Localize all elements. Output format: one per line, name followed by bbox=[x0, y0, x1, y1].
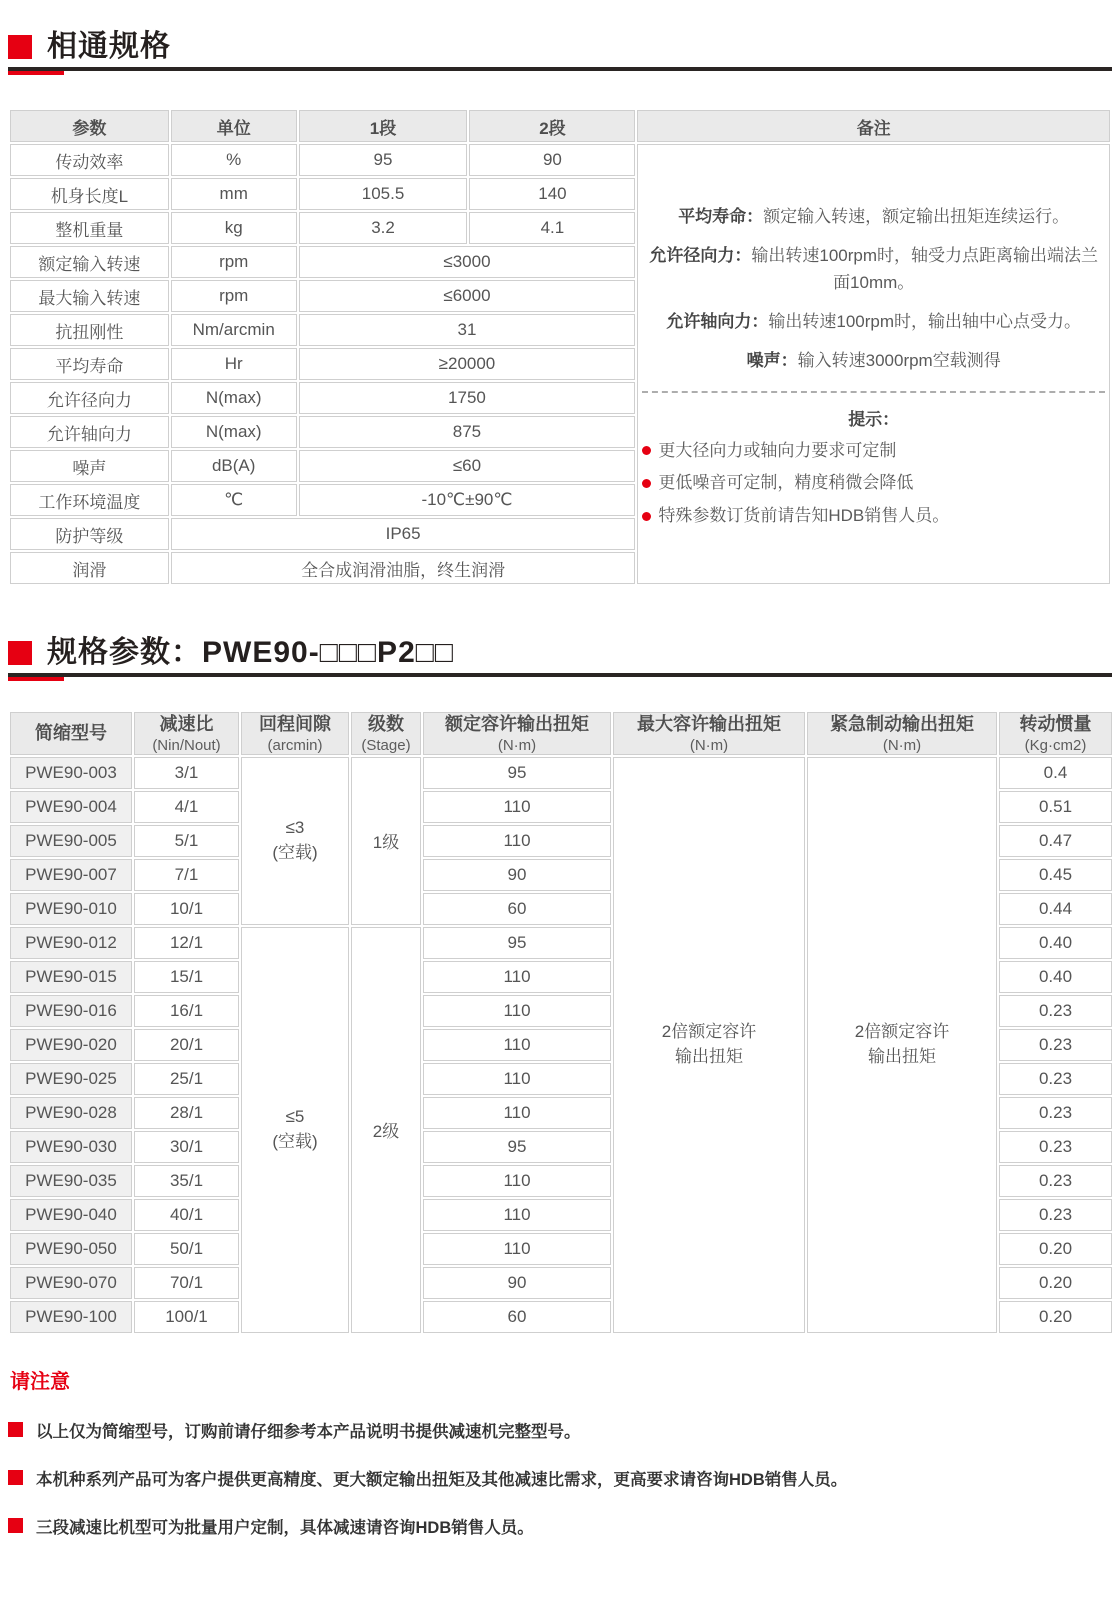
model-code: PWE90-012 bbox=[10, 927, 132, 959]
tip-text: 特殊参数订货前请告知HDB销售人员。 bbox=[658, 506, 950, 526]
model-section-title-bar bbox=[8, 636, 1112, 669]
model-column-header bbox=[10, 712, 132, 755]
spec-unit: N(max) bbox=[171, 416, 297, 448]
brake-torque-line: 输出扭矩 bbox=[868, 1046, 936, 1066]
spec-param-label: 平均寿命 bbox=[10, 348, 169, 380]
model-column-header bbox=[423, 712, 611, 755]
spec-unit: % bbox=[171, 144, 297, 176]
spec-value-stage2: 90 bbox=[469, 144, 635, 176]
title-rule-black-line bbox=[8, 673, 1112, 677]
model-code: PWE90-025 bbox=[10, 1063, 132, 1095]
model-row bbox=[10, 757, 1112, 789]
model-column-header bbox=[351, 712, 421, 755]
remark-body: 额定输入转速，额定输出扭矩连续运行。 bbox=[763, 206, 1070, 226]
spec-value: ≤6000 bbox=[299, 280, 636, 312]
remark-head: 噪声： bbox=[746, 351, 798, 371]
spec-unit: kg bbox=[171, 212, 297, 244]
model-code: PWE90-015 bbox=[10, 961, 132, 993]
notice-item bbox=[8, 1514, 1112, 1538]
model-table-body bbox=[10, 757, 1112, 1333]
tip-item bbox=[642, 504, 1105, 528]
spec-value-stage1: 3.2 bbox=[299, 212, 468, 244]
common-spec-table bbox=[8, 108, 1112, 586]
spec-unit: Nm/arcmin bbox=[171, 314, 297, 346]
model-column-unit: (Nin/Nout) bbox=[152, 736, 221, 754]
remark-body: 输入转速3000rpm空载测得 bbox=[797, 351, 1001, 371]
spec-param-label: 机身长度L bbox=[10, 178, 169, 210]
model-spec-section bbox=[8, 636, 1112, 1335]
title-rule bbox=[8, 67, 1112, 76]
moment-of-inertia: 0.23 bbox=[999, 1063, 1112, 1095]
model-code: PWE90-028 bbox=[10, 1097, 132, 1129]
spec-value: 875 bbox=[299, 416, 636, 448]
reduction-ratio: 7/1 bbox=[134, 859, 239, 891]
red-dot-icon bbox=[642, 512, 651, 521]
spec-unit: mm bbox=[171, 178, 297, 210]
dashed-divider bbox=[642, 391, 1105, 393]
model-column-unit: (Stage) bbox=[361, 736, 411, 754]
common-section-title-bar bbox=[8, 30, 1112, 63]
tip-text: 更大径向力或轴向力要求可定制 bbox=[658, 440, 897, 460]
stage-cell: 1级 bbox=[351, 757, 421, 925]
brake-output-torque-cell bbox=[807, 757, 997, 1333]
backlash-line: (空载) bbox=[272, 842, 318, 862]
model-table bbox=[8, 710, 1114, 1335]
spec-value: 1750 bbox=[299, 382, 636, 414]
spec-param-label: 润滑 bbox=[10, 552, 169, 584]
spec-unit: rpm bbox=[171, 280, 297, 312]
model-column-title: 回程间隙 bbox=[259, 714, 331, 734]
model-code: PWE90-070 bbox=[10, 1267, 132, 1299]
rated-output-torque: 60 bbox=[423, 893, 611, 925]
common-spec-section bbox=[8, 30, 1112, 586]
rated-output-torque: 90 bbox=[423, 1267, 611, 1299]
remark-head: 允许径向力： bbox=[649, 246, 752, 266]
reduction-ratio: 40/1 bbox=[134, 1199, 239, 1231]
tip-item bbox=[642, 471, 1105, 495]
moment-of-inertia: 0.23 bbox=[999, 1199, 1112, 1231]
remark-head: 平均寿命： bbox=[678, 206, 764, 226]
spec-value: ≤3000 bbox=[299, 246, 636, 278]
model-column-title: 减速比 bbox=[159, 714, 214, 734]
model-column-header bbox=[241, 712, 349, 755]
model-column-title: 转动惯量 bbox=[1019, 714, 1092, 734]
model-column-header bbox=[613, 712, 805, 755]
remark-body: 输出转速100rpm时，轴受力点距离输出端法兰面10mm。 bbox=[751, 246, 1098, 292]
spec-param-label: 最大输入转速 bbox=[10, 280, 169, 312]
spec-param-label: 噪声 bbox=[10, 450, 169, 482]
red-square-bullet-icon bbox=[8, 35, 32, 59]
moment-of-inertia: 0.20 bbox=[999, 1233, 1112, 1265]
model-column-unit: (N·m) bbox=[882, 736, 922, 754]
notice-list bbox=[8, 1418, 1112, 1538]
moment-of-inertia: 0.40 bbox=[999, 961, 1112, 993]
rated-output-torque: 95 bbox=[423, 1131, 611, 1163]
spec-value-stage1: 95 bbox=[299, 144, 468, 176]
rated-output-torque: 110 bbox=[423, 1063, 611, 1095]
reduction-ratio: 4/1 bbox=[134, 791, 239, 823]
max-torque-line: 2倍额定容许 bbox=[661, 1021, 757, 1041]
spec-unit: Hr bbox=[171, 348, 297, 380]
moment-of-inertia: 0.4 bbox=[999, 757, 1112, 789]
reduction-ratio: 28/1 bbox=[134, 1097, 239, 1129]
model-code: PWE90-005 bbox=[10, 825, 132, 857]
spec-unit: ℃ bbox=[171, 484, 297, 516]
red-square-bullet-icon bbox=[8, 641, 32, 665]
rated-output-torque: 60 bbox=[423, 1301, 611, 1333]
remarks-cell bbox=[637, 144, 1110, 584]
model-column-title: 简缩型号 bbox=[35, 723, 107, 743]
moment-of-inertia: 0.45 bbox=[999, 859, 1112, 891]
remark-body: 输出转速100rpm时，输出轴中心点受力。 bbox=[768, 311, 1081, 331]
title-rule-red-segment bbox=[8, 71, 64, 75]
spec-unit: rpm bbox=[171, 246, 297, 278]
model-column-header bbox=[807, 712, 997, 755]
spec-value: ≥20000 bbox=[299, 348, 636, 380]
common-section-title: 相通规格 bbox=[47, 30, 171, 63]
model-column-unit: (Kg·cm2) bbox=[1024, 736, 1087, 754]
model-code: PWE90-050 bbox=[10, 1233, 132, 1265]
reduction-ratio: 50/1 bbox=[134, 1233, 239, 1265]
model-header-row bbox=[10, 712, 1112, 755]
spec-header-row bbox=[10, 110, 1110, 142]
reduction-ratio: 3/1 bbox=[134, 757, 239, 789]
spec-unit: N(max) bbox=[171, 382, 297, 414]
model-code: PWE90-100 bbox=[10, 1301, 132, 1333]
remark-paragraph bbox=[642, 309, 1105, 335]
spec-value: -10℃±90℃ bbox=[299, 484, 636, 516]
title-rule-black-line bbox=[8, 67, 1112, 71]
model-code: PWE90-030 bbox=[10, 1131, 132, 1163]
reduction-ratio: 10/1 bbox=[134, 893, 239, 925]
notice-title: 请注意 bbox=[10, 1370, 70, 1393]
rated-output-torque: 110 bbox=[423, 1199, 611, 1231]
moment-of-inertia: 0.23 bbox=[999, 1097, 1112, 1129]
backlash-line: (空载) bbox=[272, 1131, 318, 1151]
reduction-ratio: 5/1 bbox=[134, 825, 239, 857]
rated-output-torque: 110 bbox=[423, 791, 611, 823]
moment-of-inertia: 0.47 bbox=[999, 825, 1112, 857]
remark-paragraph bbox=[642, 243, 1105, 296]
reduction-ratio: 70/1 bbox=[134, 1267, 239, 1299]
reduction-ratio: 30/1 bbox=[134, 1131, 239, 1163]
remark-head: 允许轴向力： bbox=[666, 311, 769, 331]
rated-output-torque: 110 bbox=[423, 1097, 611, 1129]
rated-output-torque: 110 bbox=[423, 1165, 611, 1197]
rated-output-torque: 110 bbox=[423, 961, 611, 993]
notice-item-text: 本机种系列产品可为客户提供更高精度、更大额定输出扭矩及其他减速比需求，更高要求请咨询HDB销售人员。 bbox=[36, 1470, 848, 1489]
spec-table-body bbox=[10, 144, 1110, 584]
model-section-title: 规格参数：PWE90-□□□P2□□ bbox=[47, 636, 454, 669]
reduction-ratio: 16/1 bbox=[134, 995, 239, 1027]
spec-column-header: 1段 bbox=[299, 110, 468, 142]
tips-heading: 提示： bbox=[848, 409, 900, 429]
model-code: PWE90-035 bbox=[10, 1165, 132, 1197]
reduction-ratio: 20/1 bbox=[134, 1029, 239, 1061]
moment-of-inertia: 0.44 bbox=[999, 893, 1112, 925]
stage-cell: 2级 bbox=[351, 927, 421, 1333]
moment-of-inertia: 0.51 bbox=[999, 791, 1112, 823]
max-torque-line: 输出扭矩 bbox=[675, 1046, 743, 1066]
rated-output-torque: 110 bbox=[423, 995, 611, 1027]
spec-param-label: 传动效率 bbox=[10, 144, 169, 176]
backlash-cell bbox=[241, 927, 349, 1333]
notice-item-text: 三段减速比机型可为批量用户定制，具体减速请咨询HDB销售人员。 bbox=[36, 1518, 534, 1537]
notice-item bbox=[8, 1418, 1112, 1442]
rated-output-torque: 110 bbox=[423, 1233, 611, 1265]
model-column-title: 最大容许输出扭矩 bbox=[637, 714, 781, 734]
rated-output-torque: 110 bbox=[423, 1029, 611, 1061]
model-column-header bbox=[999, 712, 1112, 755]
moment-of-inertia: 0.23 bbox=[999, 1029, 1112, 1061]
spec-column-header: 参数 bbox=[10, 110, 169, 142]
rated-output-torque: 95 bbox=[423, 927, 611, 959]
model-column-title: 级数 bbox=[368, 714, 404, 734]
spec-value-stage2: 4.1 bbox=[469, 212, 635, 244]
model-code: PWE90-020 bbox=[10, 1029, 132, 1061]
spec-param-label: 抗扭刚性 bbox=[10, 314, 169, 346]
spec-param-label: 防护等级 bbox=[10, 518, 169, 550]
brake-torque-line: 2倍额定容许 bbox=[854, 1021, 950, 1041]
model-column-unit: (arcmin) bbox=[267, 736, 323, 754]
notice-section bbox=[8, 1365, 1112, 1538]
spec-row bbox=[10, 144, 1110, 176]
model-column-header bbox=[134, 712, 239, 755]
spec-param-label: 允许轴向力 bbox=[10, 416, 169, 448]
red-dot-icon bbox=[642, 446, 651, 455]
reduction-ratio: 12/1 bbox=[134, 927, 239, 959]
reduction-ratio: 100/1 bbox=[134, 1301, 239, 1333]
reduction-ratio: 25/1 bbox=[134, 1063, 239, 1095]
moment-of-inertia: 0.23 bbox=[999, 1165, 1112, 1197]
model-column-unit: (N·m) bbox=[689, 736, 729, 754]
red-square-bullet-icon bbox=[8, 1422, 23, 1437]
title-rule bbox=[8, 673, 1112, 682]
moment-of-inertia: 0.23 bbox=[999, 995, 1112, 1027]
spec-column-header: 单位 bbox=[171, 110, 297, 142]
spec-value: ≤60 bbox=[299, 450, 636, 482]
moment-of-inertia: 0.23 bbox=[999, 1131, 1112, 1163]
spec-param-label: 工作环境温度 bbox=[10, 484, 169, 516]
tip-text: 更低噪音可定制，精度稍微会降低 bbox=[658, 473, 914, 493]
spec-param-label: 整机重量 bbox=[10, 212, 169, 244]
remark-paragraph bbox=[642, 348, 1105, 374]
model-code: PWE90-007 bbox=[10, 859, 132, 891]
moment-of-inertia: 0.20 bbox=[999, 1267, 1112, 1299]
model-code: PWE90-003 bbox=[10, 757, 132, 789]
model-column-unit: (N·m) bbox=[497, 736, 537, 754]
tip-item bbox=[642, 439, 1105, 463]
spec-param-label: 允许径向力 bbox=[10, 382, 169, 414]
model-code: PWE90-016 bbox=[10, 995, 132, 1027]
model-column-title: 额定容许输出扭矩 bbox=[445, 714, 589, 734]
backlash-line: ≤3 bbox=[285, 817, 305, 837]
backlash-cell bbox=[241, 757, 349, 925]
spec-param-label: 额定输入转速 bbox=[10, 246, 169, 278]
spec-unit: dB(A) bbox=[171, 450, 297, 482]
moment-of-inertia: 0.40 bbox=[999, 927, 1112, 959]
notice-item bbox=[8, 1466, 1112, 1490]
reduction-ratio: 35/1 bbox=[134, 1165, 239, 1197]
reduction-ratio: 15/1 bbox=[134, 961, 239, 993]
title-rule-red-segment bbox=[8, 677, 64, 681]
spec-value: 31 bbox=[299, 314, 636, 346]
spec-value-stage1: 105.5 bbox=[299, 178, 468, 210]
red-dot-icon bbox=[642, 479, 651, 488]
max-output-torque-cell bbox=[613, 757, 805, 1333]
spec-value: 全合成润滑油脂，终生润滑 bbox=[171, 552, 636, 584]
model-column-title: 紧急制动输出扭矩 bbox=[830, 714, 974, 734]
red-square-bullet-icon bbox=[8, 1470, 23, 1485]
spec-column-header: 2段 bbox=[469, 110, 635, 142]
notice-item-text: 以上仅为简缩型号，订购前请仔细参考本产品说明书提供减速机完整型号。 bbox=[36, 1422, 581, 1441]
remark-paragraph bbox=[642, 204, 1105, 230]
model-code: PWE90-004 bbox=[10, 791, 132, 823]
model-code: PWE90-010 bbox=[10, 893, 132, 925]
rated-output-torque: 95 bbox=[423, 757, 611, 789]
spec-value: IP65 bbox=[171, 518, 636, 550]
model-code: PWE90-040 bbox=[10, 1199, 132, 1231]
backlash-line: ≤5 bbox=[285, 1106, 305, 1126]
spec-value-stage2: 140 bbox=[469, 178, 635, 210]
spec-column-header: 备注 bbox=[637, 110, 1110, 142]
rated-output-torque: 90 bbox=[423, 859, 611, 891]
rated-output-torque: 110 bbox=[423, 825, 611, 857]
red-square-bullet-icon bbox=[8, 1518, 23, 1533]
moment-of-inertia: 0.20 bbox=[999, 1301, 1112, 1333]
